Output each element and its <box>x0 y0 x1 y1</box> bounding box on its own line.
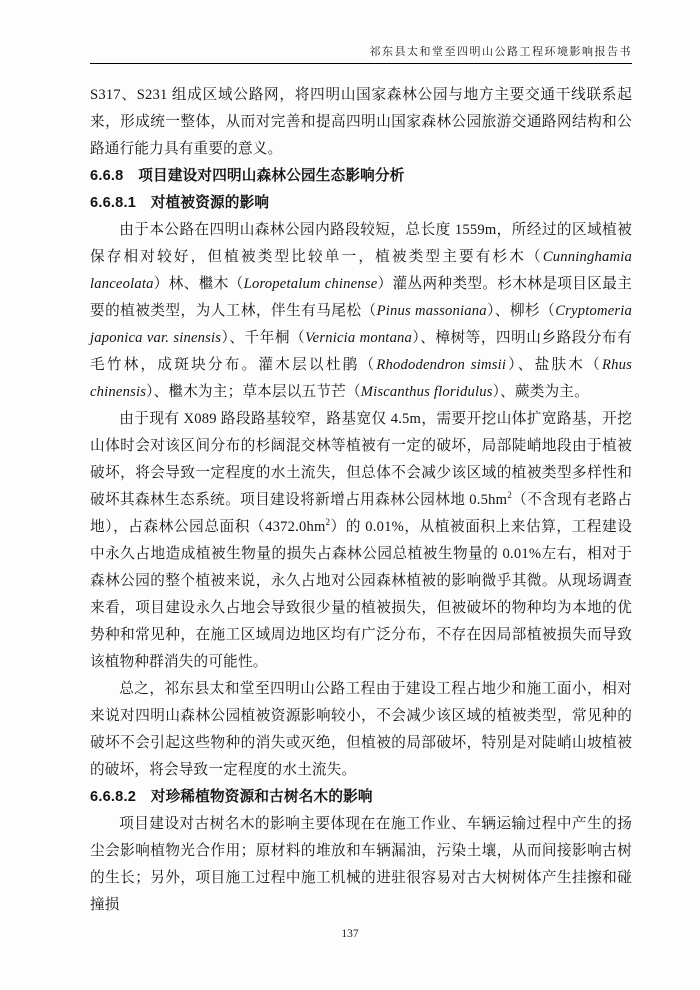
paragraph-roadbed-impact: 由于现有 X089 路段路基较窄，路基宽仅 4.5m，需要开挖山体扩宽路基，开挖山体时会对该区间分布的杉阔混交林等植被有一定的破坏，局部陡峭地段由于植被破坏，将会导致一定程度的水土流失，但总体不会减少该区域的植被类型多样性和破坏其森林生态系统。项目建设将新增占用森林公园林地 $0.5hm^2$（不含现有老路占地），占森林公园总面积$(4372.0hm^2)$的 0.01%，从植被面积上来估算，工程建设中永久占地造成植被生物量的损失占森林公园总植被生物量的 0.01%左右，相对于森林公园的整个植被来说，永久占地对公园森林植被的影响微乎其微。从现场调查来看，项目建设永久占地会导致很少量的植被损失，但被破坏的物种均为本地的优势种和常见种，在施工区域周边地区均有广泛分布，不存在因局部植被损失而导致该植物种群消失的可能性。 <box>90 411 633 670</box>
document-body <box>90 82 632 919</box>
heading-6-6-8-2: 6.6.8.2 对珍稀植物资源和古树名木的影响 <box>90 789 373 805</box>
running-header-title: 祁东县太和堂至四明山公路工程环境影响报告书 <box>369 46 632 58</box>
page-number: 137 <box>341 928 359 940</box>
paragraph-vegetation-types: 由于本公路在四明山森林公园内路段较短，总长度 1559m，所经过的区域植被保存相对较好，但植被类型比较单一，植被类型主要有杉木（Cunninghamia lanceolata）林、檵木（Loropetalum chinense）灌丛两种类型。杉木林是项目区最主要的植被类型，为人工林，伴生有马尾松（Pinus massoniana）、柳杉（Cryptomeria japonica var. sinensis）、千年桐（Vernicia montana）、樟树等，四明山乡路段分布有毛竹林，成斑块分布。灌木层以杜鹃（Rhododendron simsii）、盐肤木（Rhus chinensis）、檵木为主；草本层以五节芒（Miscanthus floridulus）、蕨类为主。 <box>90 222 633 400</box>
paragraph-summary: 总之，祁东县太和堂至四明山公路工程由于建设工程占地少和施工面小，相对来说对四明山森林公园植被资源影响较小，不会减少该区域的植被类型，常见种的破坏不会引起这些物种的消失或灭绝，但植被的局部破坏，特别是对陡峭山坡植被的破坏，将会导致一定程度的水土流失。 <box>90 681 632 778</box>
header-divider-rule <box>90 63 632 64</box>
heading-6-6-8: 6.6.8 项目建设对四明山森林公园生态影响分析 <box>90 168 405 184</box>
heading-6-6-8-1: 6.6.8.1 对植被资源的影响 <box>90 195 270 211</box>
paragraph-ancient-trees: 项目建设对古树名木的影响主要体现在在施工作业、车辆运输过程中产生的扬尘会影响植物光合作用；原材料的堆放和车辆漏油，污染土壤，从而间接影响古树的生长；另外，项目施工过程中施工机械的进驻很容易对古大树树体产生挂擦和碰撞损 <box>90 816 632 913</box>
paragraph-intro-road-network: S317、S231 组成区域公路网，将四明山国家森林公园与地方主要交通干线联系起来，形成统一整体，从而对完善和提高四明山国家森林公园旅游交通路网结构和公路通行能力具有重要的意义。 <box>90 87 632 157</box>
